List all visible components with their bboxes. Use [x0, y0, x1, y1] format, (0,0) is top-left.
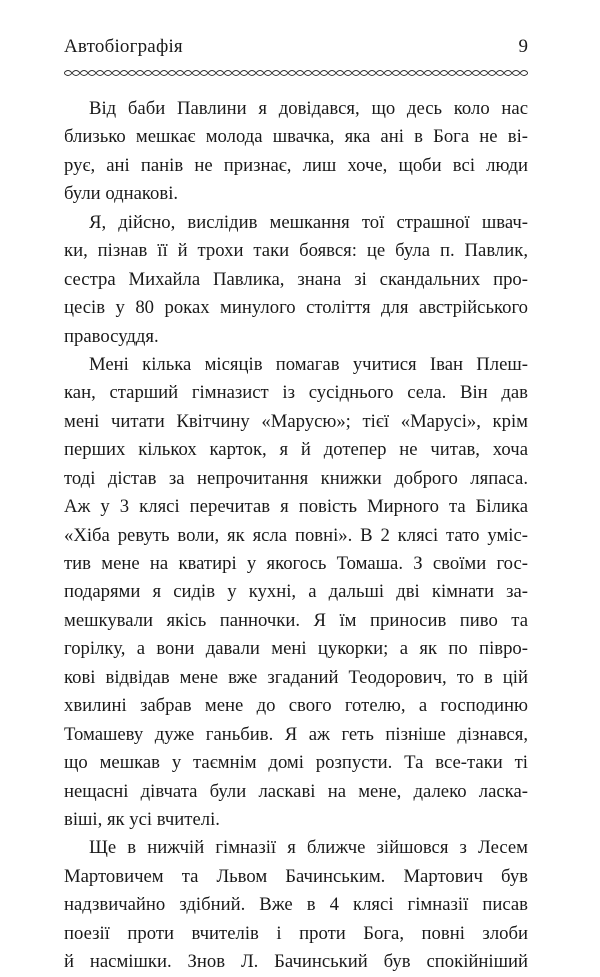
page-number: 9: [518, 36, 528, 57]
running-title: Автобіографія: [64, 36, 183, 57]
paragraph-4: [64, 834, 528, 976]
text-line: нещасні дівчата були ласкаві на мене, далеко ласка-: [64, 780, 528, 802]
text-line: Аж у 3 клясі перечитав я повість Мирного та Білика: [64, 496, 528, 518]
paragraph-1: [64, 95, 528, 209]
text-line: Ще в нижчій гімназії я ближче зійшовся з Лесем: [89, 837, 528, 859]
text-line: рує, ані панів не признає, лиш хоче, щоби всі люди: [64, 154, 528, 176]
text-line: близько мешкає молода швачка, яка ані в Бога не ві-: [64, 126, 528, 148]
text-line: віші, як усі вчителі.: [64, 808, 220, 830]
text-line: «Хіба ревуть воли, як ясла повні». В 2 клясі тато уміс-: [64, 524, 528, 546]
text-line: поезії проти вчителів і проти Бога, повні злоби: [64, 922, 528, 944]
text-line: хвилині забрав мене до свого готелю, а господиню: [64, 695, 528, 717]
text-line: мені читати Квітчину «Марусю»; тієї «Марусі», крім: [64, 410, 528, 432]
text-line: що мешкав у таємнім домі розпусти. Та все-таки ті: [64, 752, 528, 774]
text-line: цесів у 80 роках минулого століття для австрійського: [64, 297, 528, 319]
paragraph-3: [64, 351, 528, 834]
text-line: мешкували якісь панночки. Я їм приносив пиво та: [64, 609, 528, 631]
text-line: перших кількох карток, я й дотепер не читав, хоча: [64, 439, 528, 461]
text-line: Мені кілька місяців помагав учитися Іван Плеш-: [89, 353, 528, 375]
text-line: тив мене на кватирі у якогось Томаша. З своїми гос-: [64, 553, 528, 574]
text-line: Від баби Павлини я довідався, що десь коло нас: [89, 98, 528, 119]
text-line: правосуддя.: [64, 325, 159, 347]
text-line: сестра Михайла Павлика, знана зі скандальних про-: [64, 268, 528, 290]
text-line: подарями я сидів у кухні, а дальші дві кімнати за-: [64, 581, 528, 603]
paragraph-2: [64, 209, 528, 351]
text-line: були однакові.: [64, 183, 179, 205]
text-line: й насмішки. Знов Л. Бачинський був спокійніший: [64, 951, 528, 973]
text-line: кан, старший гімназист із сусіднього села. Він дав: [64, 382, 528, 404]
text-line: горілку, а вони давали мені цукорки; а як по півро-: [64, 638, 528, 660]
text-line: надзвичайно здібний. Вже в 4 клясі гімназії писав: [64, 894, 528, 916]
text-line: ки, пізнав її й трохи таки боявся: це була п. Павлик,: [64, 240, 528, 262]
text-line: Томашеву дуже ганьбив. Я аж геть пізніше дізнався,: [64, 723, 528, 745]
running-head: [64, 36, 528, 60]
text-line: кові відвідав мене вже згаданий Теодорович, то в цій: [64, 666, 528, 688]
text-line: Я, дійсно, вислідив мешкання тої страшної швач-: [89, 211, 528, 233]
text-line: тоді дістав за непрочитання книжки доброго ляпаса.: [64, 467, 528, 489]
header-ornament-rule: [64, 66, 528, 80]
body-text: [64, 95, 528, 977]
text-line: Мартовичем та Львом Бачинським. Мартович був: [64, 865, 528, 887]
